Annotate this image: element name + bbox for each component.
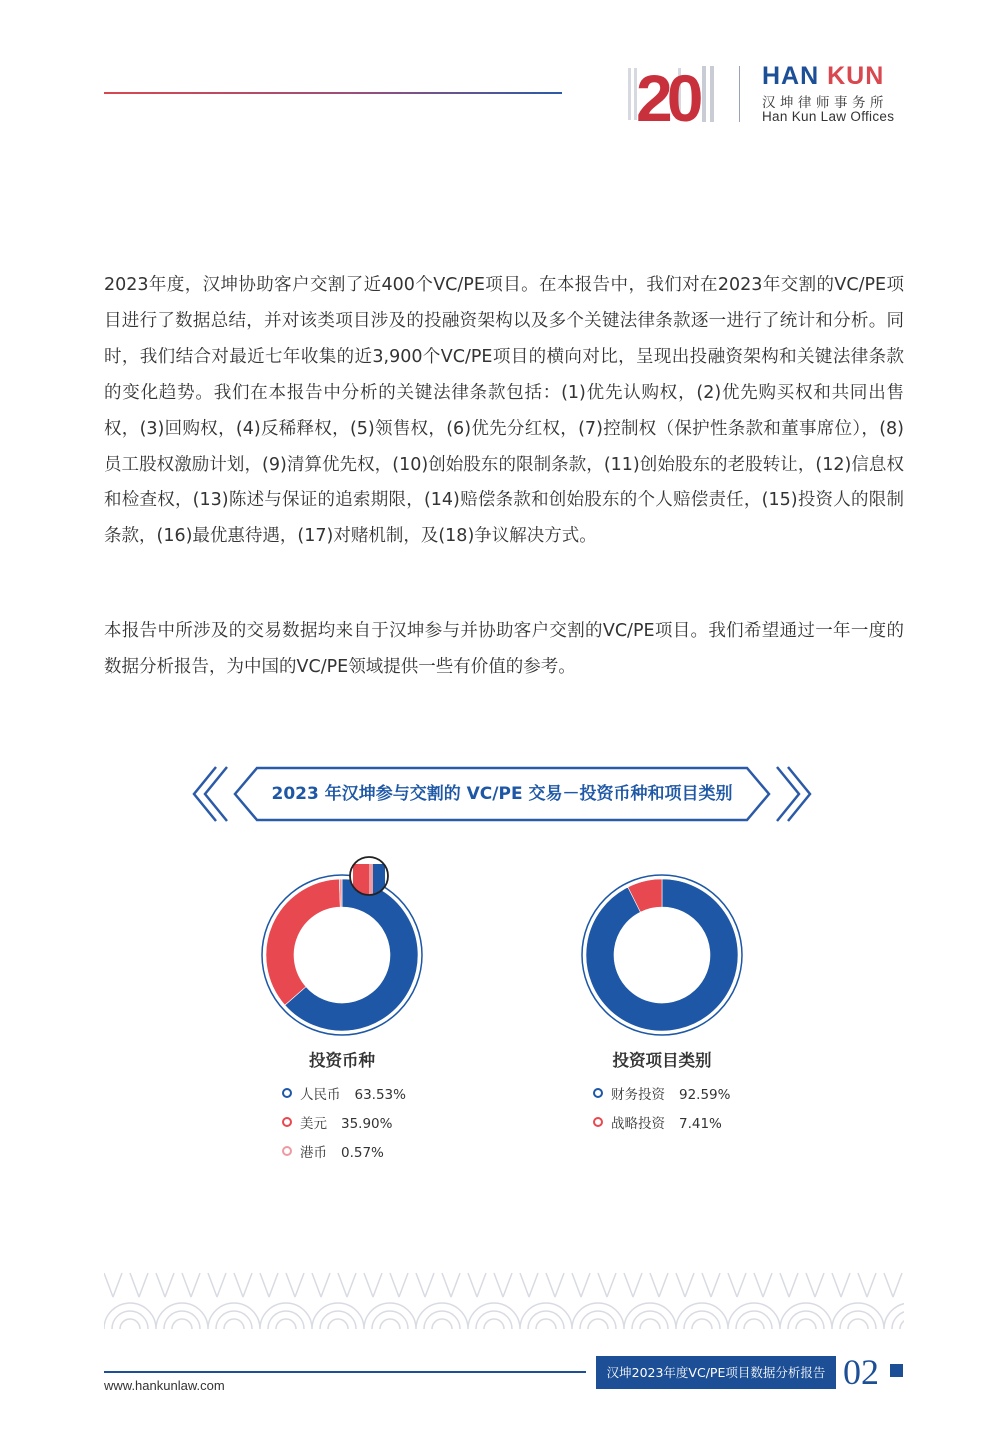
section-title: 2023 年汉坤参与交割的 VC/PE 交易－投资币种和项目类别 (271, 784, 733, 804)
footer-website: www.hankunlaw.com (104, 1378, 225, 1393)
legend-label: 港币 (300, 1145, 327, 1161)
legend-item-strategic (593, 1112, 730, 1141)
page-number: 02 (843, 1352, 879, 1392)
logo-number: 20 (636, 62, 698, 124)
project-type-donut-chart (562, 855, 762, 1055)
legend-marker-icon (282, 1146, 292, 1156)
zigzag-lines (104, 1273, 902, 1297)
logo-separator (739, 66, 740, 122)
brand-english-name: Han Kun Law Offices (762, 109, 895, 124)
legend-label: 美元 (300, 1116, 327, 1132)
header-divider-line (104, 92, 562, 94)
data-source-paragraph: 本报告中所涉及的交易数据均来自于汉坤参与并协助客户交割的VC/PE项目。我们希望通过一年一度的数据分析报告，为中国的VC/PE领域提供一些有价值的参考。 (104, 621, 904, 677)
brand-chinese-name: 汉坤律师事务所 (762, 95, 888, 111)
legend-item-rmb (282, 1083, 406, 1112)
brand-kun: KUN (827, 62, 885, 90)
project-type-chart-title: 投资项目类别 (612, 1051, 712, 1070)
legend-value: 7.41% (679, 1116, 722, 1132)
legend-item-hkd (282, 1141, 406, 1170)
legend-marker-icon (282, 1088, 292, 1098)
anniversary-20-logo-icon (628, 62, 718, 124)
legend-value: 63.53% (354, 1087, 406, 1103)
legend-item-usd (282, 1112, 406, 1141)
footer-square-icon (890, 1364, 903, 1377)
legend-marker-icon (282, 1117, 292, 1127)
legend-item-financial (593, 1083, 730, 1112)
currency-donut-chart (242, 855, 442, 1055)
legend-marker-icon (593, 1088, 603, 1098)
decorative-wave-pattern (104, 1271, 904, 1331)
project-type-legend (593, 1083, 730, 1141)
legend-value: 92.59% (679, 1087, 731, 1103)
currency-legend (282, 1083, 406, 1170)
footer-report-title: 汉坤2023年度VC/PE项目数据分析报告 (596, 1356, 836, 1389)
legend-marker-icon (593, 1117, 603, 1127)
legend-label: 财务投资 (611, 1087, 665, 1103)
legend-value: 0.57% (341, 1145, 384, 1161)
legend-label: 人民币 (300, 1087, 341, 1103)
donut-slice-1 (266, 879, 340, 1005)
brand-wordmark (762, 62, 884, 91)
scallop-arcs (104, 1303, 904, 1329)
footer-divider-line (104, 1371, 586, 1373)
legend-label: 战略投资 (611, 1116, 665, 1132)
currency-chart-title: 投资币种 (309, 1051, 375, 1070)
intro-paragraph: 2023年度，汉坤协助客户交割了近400个VC/PE项目。在本报告中，我们对在2023年交割的VC/PE项目进行了数据总结，并对该类项目涉及的投融资架构以及多个关键法律条款逐一进行了统计和分析。同时，我们结合对最近七年收集的近3,900个VC/PE项目的横向对比，呈现出投融资架构和关键法律条款的变化趋势。我们在本报告中分析的关键法律条款包括：(1)优先认购权，(2)优先购买权和共同出售权，(3)回购权，(4)反稀释权，(5)领售权，(6)优先分红权，(7)控制权（保护性条款和董事席位），(8)员工股权激励计划，(9)清算优先权，(10)创始股东的限制条款，(11)创始股东的老股转让，(12)信息权和检查权，(13)陈述与保证的追索期限，(14)赔偿条款和创始股东的个人赔偿责任，(15)投资人的限制条款，(16)最优惠待遇，(17)对赌机制，及(18)争议解决方式。 (104, 275, 904, 547)
brand-han: HAN (762, 62, 820, 90)
magnified-slice-1 (369, 864, 373, 898)
legend-value: 35.90% (341, 1116, 393, 1132)
